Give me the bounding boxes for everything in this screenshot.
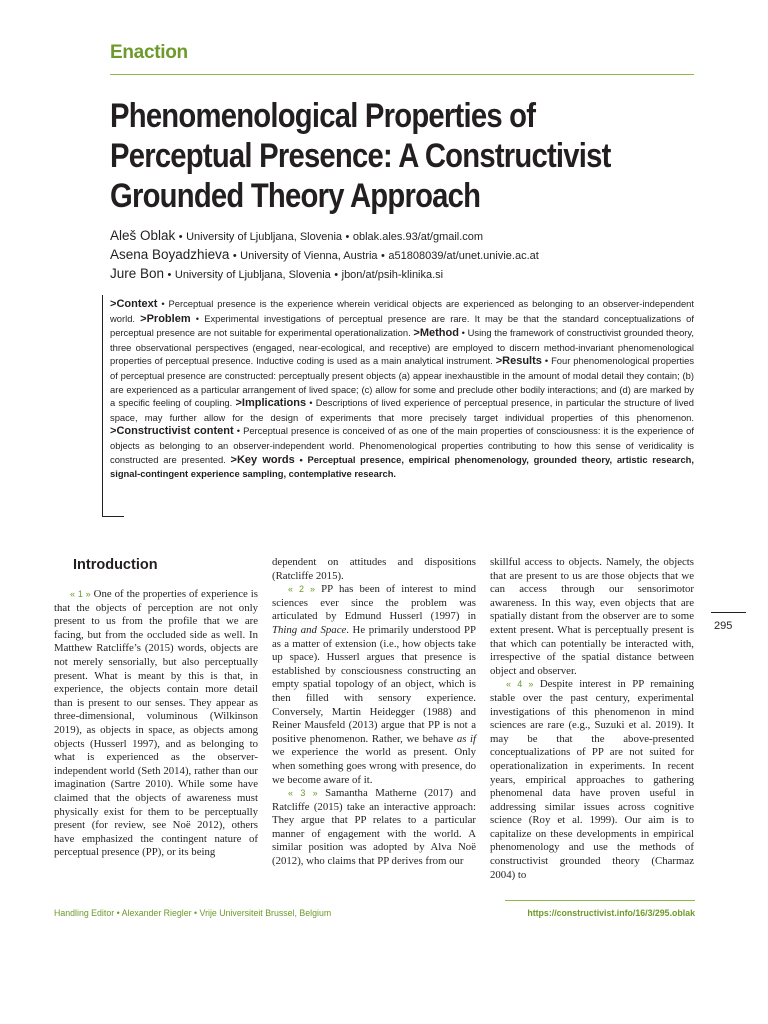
paragraph-text: skillful access to objects. Namely, the objects that are present to us are those objects that we can access through our sensorimotor awareness. In this way, even objects that are spatially distant from the observer are to some extent present. What is perceptually present is that which can potentially be interacted with, irrespective of the spatial distance between object and observer. — [490, 556, 694, 677]
abstract-problem-label: Problem — [146, 312, 191, 325]
book-title: Thing and Space — [272, 623, 347, 636]
paragraph-text: Despite interest in PP remaining stable over the past century, experimental investigations of this phenomenon in mind sciences are rare (e.g., Suzuki et al. 2019). It may be that the above-presented conceptualizations of PP are not suited for operationalization in experiments. In recent years, empirical approaches to gathering phenomenal data have proven useful in addressing similar issues across cognitive science (Roy et al. 1999). Our aim is to capitalize on these developments in empirical phenomenology and use the methods of constructivist grounded theory (Charmaz 2004) to — [490, 678, 694, 881]
separator: • — [299, 453, 303, 465]
footer-rule — [505, 900, 695, 901]
author-line — [110, 227, 710, 246]
footer-article-url[interactable]: https://constructivist.info/16/3/295.oblak — [527, 908, 695, 918]
paragraph-text: dependent on attitudes and dispositions (Ratcliffe 2015). — [272, 556, 476, 582]
body-column-2 — [272, 556, 476, 869]
author-name: Aleš Oblak — [110, 228, 176, 243]
author-list — [110, 227, 710, 284]
page-number-rule — [711, 612, 746, 613]
separator: • — [381, 250, 385, 262]
author-line — [110, 246, 710, 265]
abstract-problem: Experimental investigations of perceptual presence are rare. It may be that the standard conceptualizations of perceptual presence are not suitable for experimental operationalization. — [110, 312, 695, 339]
author-email: a51808039/at/unet.univie.ac.at — [388, 250, 539, 262]
paragraph-marker: « 3 » — [288, 788, 318, 799]
author-email: oblak.ales.93/at/gmail.com — [352, 231, 484, 243]
separator: • — [461, 327, 465, 339]
paragraph — [490, 556, 694, 678]
abstract-method-label: Method — [419, 327, 459, 340]
abstract-constructivist-label: Constructivist content — [116, 425, 234, 438]
abstract: >Context • Perceptual presence is the experience wherein veridical objects are experienced as belonging to an observer-independent world. >Problem • Experimental investigations of perceptual presence are rare. It may be that the standard conceptualizations of perceptual presence are not suitable for experimental operationalization. >Method • Using the framework of constructivist grounded theory, three observational perspectives (engaged, near-ecological, and receptive) are employed to discern method-invariant phenomenological properties of perceptual presence. Inductive coding is used as a main analytical instrument. >Results • Four phenomenological properties of perceptual presence are constructed: perceptually present objects (a) appear inexhaustible in the amount of modal detail they contain; (b) are experienced as a particular arrangement of lived space; (c) allow for some and preclude other bodily interactions; and (d) are marked by a specific feeling of coupling. >Implications • Descriptions of lived experience of perceptual presence, in particular the structure of lived space, may further allow for the design of experiments that more precisely target individual properties of this phenomenon. >Constructivist content • Perceptual presence is conceived of as one of the main properties of consciousness: it is the experience of objects as belonging to an observer-independent world. Phenomenological properties contributing to how this sense of veridicality is constructed are presented. >Key words • Perceptual presence, empirical phenomenology, grounded theory, artistic research, signal-contingent experience sampling, contemplative research. — [110, 298, 695, 480]
paragraph-text: PP has been of interest to mind sciences ever since the problem was articulated by Edmund Husserl (1997) in — [272, 583, 476, 623]
separator: • — [232, 250, 237, 262]
section-label: Enaction — [110, 42, 188, 63]
paragraph-marker: « 1 » — [70, 589, 91, 599]
paragraph — [490, 678, 694, 882]
page-number: 295 — [714, 620, 733, 632]
author-name: Jure Bon — [110, 266, 165, 281]
section-heading-introduction: Introduction — [73, 557, 158, 573]
author-email: jbon/at/psih-klinika.si — [341, 269, 444, 281]
author-affiliation: University of Vienna, Austria — [240, 250, 378, 262]
abstract-implications: Descriptions of lived experience of perceptual presence, in particular the structure of lived space, may further allow for the design of experiments that more precisely target individual properties of this phenomenon. — [110, 397, 694, 423]
separator: • — [167, 269, 172, 281]
paragraph-text: . He primarily understood PP as a matter of extension (i.e., how objects take up space). Husserl argues that presence is established by consciousness constructing an empty spatial topology of an object, which is then filled with sensory experience. Conversely, Martin Heidegger (1988) and Reiner Mausfeld (2013) argue that PP is not a positive phenomenon. Rather, we behave — [272, 623, 476, 745]
top-rule — [110, 74, 694, 75]
separator: • — [544, 355, 549, 367]
footer-handling-editor: Handling Editor • Alexander Riegler • Vrije Universiteit Brussel, Belgium — [54, 908, 332, 918]
author-affiliation: University of Ljubljana, Slovenia — [174, 269, 331, 281]
separator: • — [236, 425, 241, 437]
separator: • — [334, 269, 339, 281]
paragraph — [54, 588, 258, 860]
body-column-1 — [54, 588, 258, 860]
paragraph — [272, 556, 476, 583]
separator: • — [309, 397, 313, 409]
author-name: Asena Boyadzhieva — [110, 247, 230, 262]
article-title: Phenomenological Properties of Perceptual Presence: A Constructivist Grounded Theory Approach — [110, 97, 611, 215]
separator: • — [345, 231, 350, 243]
paragraph-marker: « 4 » — [506, 679, 534, 690]
abstract-context-label: Context — [116, 298, 158, 310]
abstract-method: Using the framework of constructivist grounded theory, three observational perspectives (engaged, near-ecological, and receptive) are employed to discern method-invariant phenomenological properties of perceptual presence. Inductive coding is used as a main analytical instrument. — [110, 327, 695, 367]
abstract-implications-label: Implications — [241, 397, 307, 410]
abstract-constructivist: Perceptual presence is conceived of as one of the main properties of consciousness: it is the experience of objects as belonging to an observer-independent world. Phenomenological properties contributing to how this sense of veridicality is constructed are presented. — [110, 425, 694, 465]
paragraph-text: One of the properties of experience is that the objects of perception are not only present to us from the profile that we are facing, but from the occluded side as well. In Matthew Ratcliffe’s (2015) words, objects are not merely sensorially, but also perceptually present. What is meant by this is that, in experience, the objects contain more detail than is present to our senses. They appear as three-dimensional, voluminous (Wilkinson 2019), as objects in space, as objects among objects (Husserl 1997), and as belonging to what is experienced as the observer-independent world (Seth 2014), rather than our imagination (Sartre 2010). While some have claimed that the objects of awareness must physically exist for them to be perceptually present (for review, see Noë 2012), others have emphasized the contingent nature of perceptual presence (PP), or its being — [54, 588, 258, 859]
separator: • — [161, 298, 165, 309]
abstract-bracket-horizontal — [102, 516, 124, 517]
abstract-keywords-label: Key words — [236, 453, 295, 466]
paragraph — [272, 583, 476, 787]
abstract-keywords: Perceptual presence, empirical phenomenology, grounded theory, artistic research, signal-contingent experience sampling, contemplative research. — [110, 453, 694, 480]
abstract-results-label: Results — [502, 355, 542, 368]
author-line — [110, 265, 710, 284]
paragraph — [272, 787, 476, 869]
body-column-3 — [490, 556, 694, 882]
abstract-context: Perceptual presence is the experience wherein veridical objects are experienced as belonging to an observer-independent world. — [110, 298, 694, 324]
author-affiliation: University of Ljubljana, Slovenia — [186, 231, 343, 243]
paragraph-marker: « 2 » — [288, 584, 315, 595]
paragraph-text: we experience the world as present. Only when something goes wrong with presence, do we become aware of it. — [272, 746, 476, 786]
emphasis: as if — [456, 732, 476, 745]
abstract-results: Four phenomenological properties of perceptual presence are constructed: perceptually present objects (a) appear inexhaustible in the amount of modal detail they contain; (b) are experienced as a particular arrangement of lived space; (c) allow for some and preclude other bodily interactions; and (d) are marked by a specific feeling of coupling. — [110, 355, 695, 409]
separator: • — [178, 231, 183, 243]
abstract-bracket-vertical — [102, 295, 103, 517]
paragraph-text: Samantha Matherne (2017) and Ratcliffe (2015) take an interactive approach: They argue that PP relates to a particular manner of engagement with the world. A similar position was adopted by Alva Noë (2012), who claims that PP derives from our — [272, 787, 476, 868]
separator: • — [195, 312, 200, 324]
